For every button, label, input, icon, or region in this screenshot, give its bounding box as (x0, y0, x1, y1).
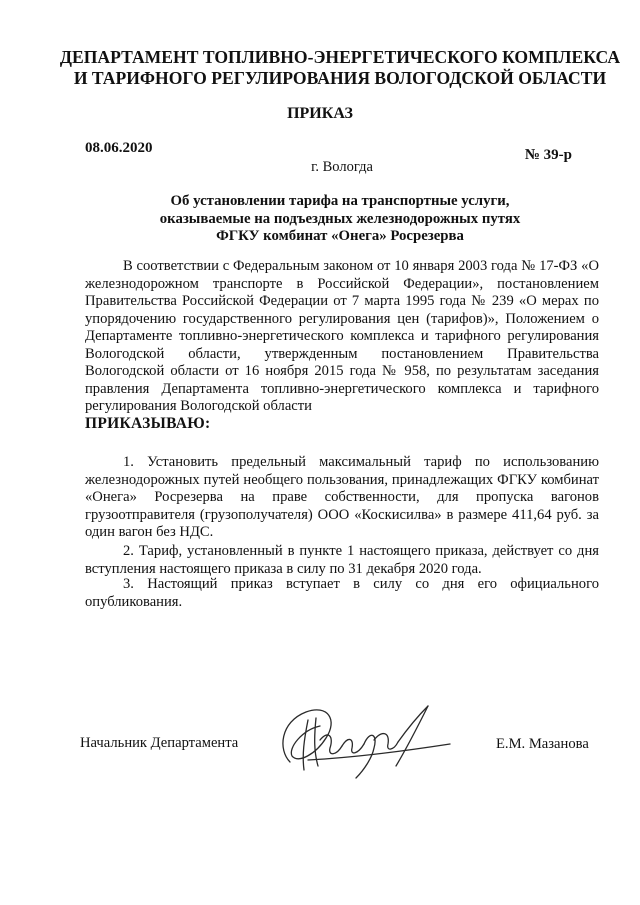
subject-line-3: ФГКУ комбинат «Онега» Росрезерва (216, 228, 464, 244)
handwritten-signature (268, 700, 458, 780)
document-type: ПРИКАЗ (287, 105, 353, 122)
order-keyword: ПРИКАЗЫВАЮ: (85, 415, 211, 432)
document-city: г. Вологда (311, 159, 373, 175)
subject-line-1: Об установлении тарифа на транспортные услуги, (170, 193, 510, 209)
order-item-1: 1. Установить предельный максимальный тариф по использованию железнодорожных путей необщего пользования, принадлежащих ФГКУ комбинат «Онега» Росрезерва на праве собственности, для пропуска вагонов грузоотправителя (грузополучателя) ООО «Коскисилва» в размере 411,64 руб. за один вагон без НДС. (85, 454, 599, 540)
order-item-3: 3. Настоящий приказ вступает в силу со дня его официального опубликования. (85, 576, 599, 610)
order-item-2: 2. Тариф, установленный в пункте 1 настоящего приказа, действует со дня вступления настоящего приказа в силу по 31 декабря 2020 года. (85, 543, 599, 577)
organization-name-line-2: И ТАРИФНОГО РЕГУЛИРОВАНИЯ ВОЛОГОДСКОЙ ОБЛАСТИ (73, 68, 607, 88)
document-date: 08.06.2020 (85, 140, 153, 156)
organization-name (40, 47, 640, 89)
subject-line-2: оказываемые на подъездных железнодорожных путях (159, 210, 521, 227)
signatory-title: Начальник Департамента (80, 735, 239, 751)
document-subject (40, 193, 640, 246)
preamble-paragraph: В соответствии с Федеральным законом от 10 января 2003 года № 17-ФЗ «О железнодорожном транспорте в Российской Федерации», постановлением Правительства Российской Федерации от 7 марта 1995 года № 239 «О мерах по упорядочению государственного регулирования цен (тарифов)», Положением о Департаменте топливно-энергетического комплекса и тарифного регулирования Вологодской области, утвержденным постановлением Правительства Вологодской области от 16 ноября 2015 года № 958, по результатам заседания правления Департамента топливно-энергетического комплекса и тарифного регулирования Вологодской области (85, 258, 599, 414)
document-number: № 39-р (524, 147, 572, 163)
signatory-name: Е.М. Мазанова (496, 736, 589, 752)
organization-name-line-1: ДЕПАРТАМЕНТ ТОПЛИВНО-ЭНЕРГЕТИЧЕСКОГО КОМПЛЕКСА (59, 47, 621, 67)
